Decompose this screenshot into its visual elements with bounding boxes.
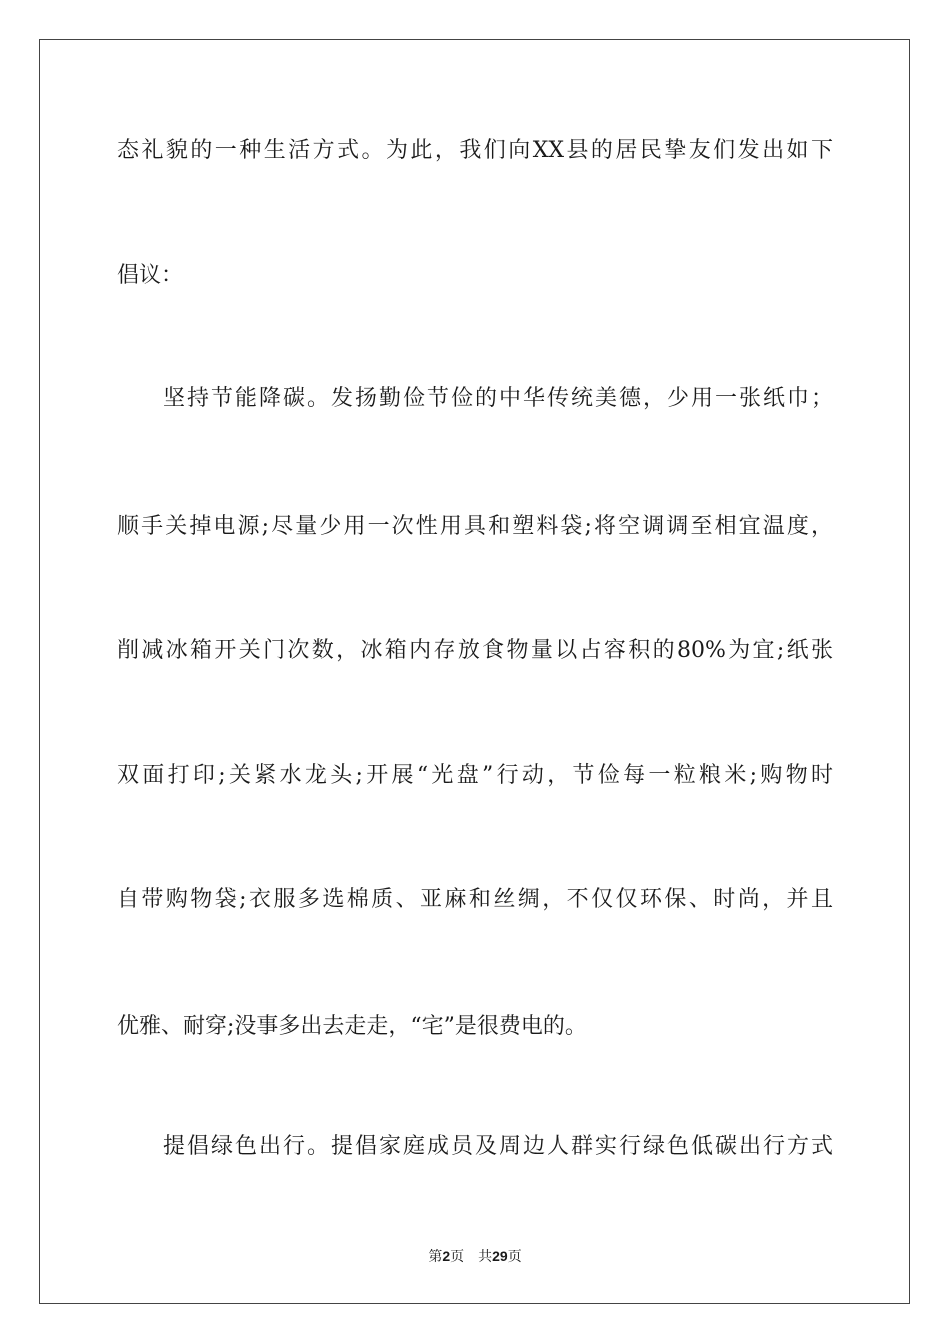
body-line-3: 坚持节能降碳。发扬勤俭节俭的中华传统美德，少用一张纸巾； bbox=[163, 386, 833, 411]
body-line-2: 倡议： bbox=[117, 263, 184, 288]
page-number: 2 bbox=[442, 1248, 451, 1264]
body-line-9: 提倡绿色出行。提倡家庭成员及周边人群实行绿色低碳出行方式 bbox=[163, 1134, 833, 1159]
page-border bbox=[39, 39, 910, 1304]
total-suffix: 页 bbox=[507, 1249, 522, 1265]
body-line-6: 双面打印;关紧水龙头;开展“光盘”行动，节俭每一粒粮米;购物时 bbox=[117, 763, 833, 788]
body-line-8: 优雅、耐穿;没事多出去走走，“宅”是很费电的。 bbox=[117, 1014, 587, 1039]
page-suffix: 页 bbox=[450, 1249, 465, 1265]
body-line-1: 态礼貌的一种生活方式。为此，我们向XX县的居民挚友们发出如下 bbox=[117, 138, 833, 163]
body-line-7: 自带购物袋;衣服多选棉质、亚麻和丝绸，不仅仅环保、时尚，并且 bbox=[117, 887, 833, 912]
total-prefix: 共 bbox=[478, 1249, 493, 1265]
page-prefix: 第 bbox=[428, 1249, 443, 1265]
body-line-4: 顺手关掉电源;尽量少用一次性用具和塑料袋;将空调调至相宜温度， bbox=[117, 514, 833, 539]
body-line-5: 削减冰箱开关门次数，冰箱内存放食物量以占容积的80%为宜;纸张 bbox=[117, 638, 833, 663]
total-pages: 29 bbox=[492, 1248, 508, 1264]
page-footer bbox=[0, 1246, 950, 1266]
